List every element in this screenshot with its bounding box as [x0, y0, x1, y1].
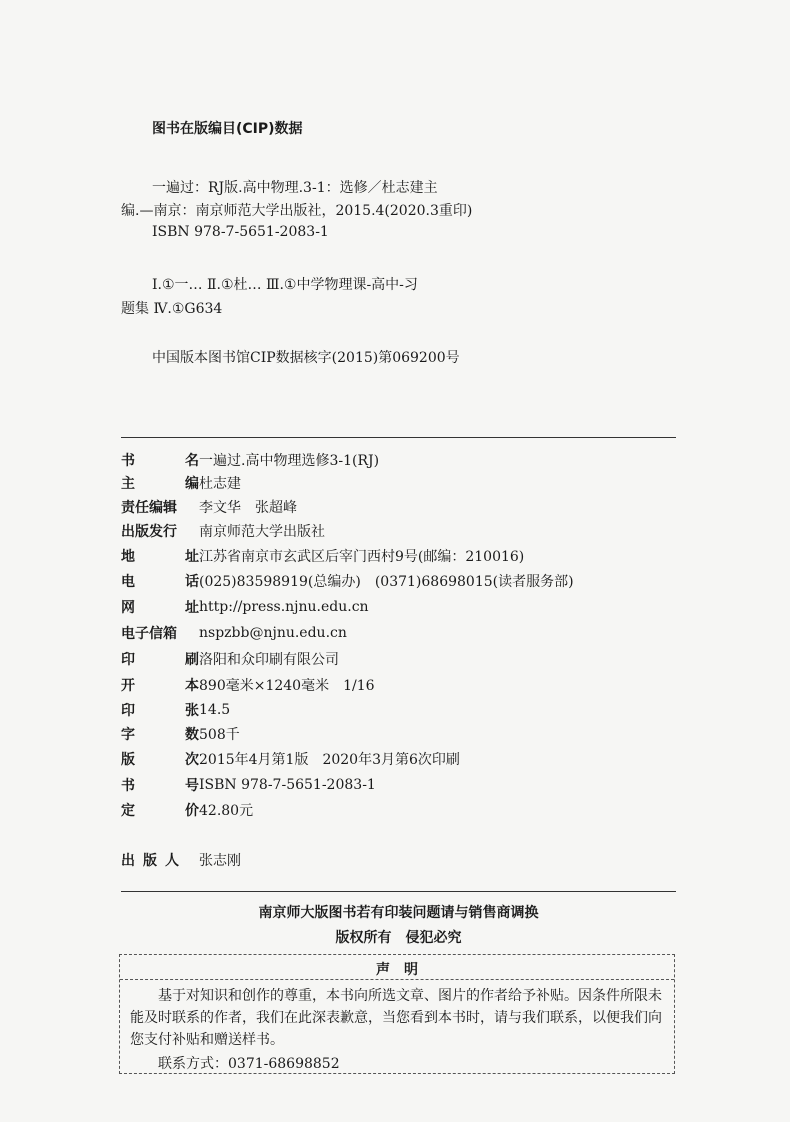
declaration-text: 基于对知识和创作的尊重，本书向所选文章、图片的作者给予补贴。因条件所限未能及时联系的作者，我们在此深表歉意，当您看到本书时，请与我们联系，以便我们向您支付补贴和赠送样书。	[130, 988, 662, 1048]
info-value: 一遍过.高中物理选修3-1(RJ)	[199, 453, 380, 469]
info-row-format	[121, 674, 375, 696]
info-label: 版 次	[121, 752, 199, 768]
info-label: 地 址	[121, 549, 199, 565]
info-label: 印 刷	[121, 652, 199, 668]
info-value: 42.80元	[199, 803, 254, 819]
info-value: 14.5	[199, 702, 231, 718]
info-label: 印 张	[121, 703, 199, 719]
info-label: 定 价	[121, 803, 199, 819]
info-value: ISBN 978-7-5651-2083-1	[199, 777, 376, 793]
cip-line-5: 题集 Ⅳ.①G634	[121, 301, 223, 317]
info-label: 责任编辑	[121, 500, 177, 516]
info-value: 2015年4月第1版 2020年3月第6次印刷	[199, 752, 460, 768]
info-row-sheets	[121, 699, 230, 721]
info-label: 出版发行	[121, 524, 177, 540]
info-label: 网 址	[121, 600, 199, 616]
info-label: 主 编	[121, 476, 199, 492]
info-row-word-count	[121, 723, 240, 745]
info-value: nspzbb@njnu.edu.cn	[199, 625, 347, 641]
info-row-email	[121, 622, 347, 644]
info-label: 电 话	[121, 574, 199, 590]
info-value: 508千	[199, 727, 240, 743]
info-label: 电子信箱	[121, 626, 177, 642]
declaration-title: 声 明	[376, 962, 418, 978]
cip-line-1: 一遍过：RJ版.高中物理.3-1：选修／杜志建主	[152, 180, 438, 196]
cip-line-4: Ⅰ.①一… Ⅱ.①杜… Ⅲ.①中学物理课-高中-习	[152, 277, 418, 293]
info-value: 杜志建	[199, 476, 241, 492]
info-row-editor	[121, 472, 241, 494]
info-row-publisher	[121, 520, 325, 542]
cip-line-2: 编.—南京：南京师范大学出版社，2015.4(2020.3重印)	[121, 203, 473, 219]
info-row-website	[121, 596, 369, 618]
info-label: 书 号	[121, 778, 199, 794]
info-label: 书 名	[121, 453, 199, 469]
info-value: 南京师范大学出版社	[199, 524, 325, 540]
info-row-title	[121, 449, 379, 471]
info-label: 字 数	[121, 727, 199, 743]
info-value: 李文华 张超峰	[199, 500, 297, 516]
info-row-publisher-person	[121, 849, 241, 871]
info-row-responsible-editor	[121, 496, 297, 518]
declaration-box	[119, 954, 675, 1074]
info-row-phone	[121, 570, 574, 592]
info-value: 890毫米×1240毫米 1/16	[199, 678, 375, 694]
info-row-isbn	[121, 774, 376, 796]
info-row-address	[121, 545, 524, 567]
divider-bottom	[121, 891, 676, 892]
print-quality-notice: 南京师大版图书若有印装问题请与销售商调换	[258, 905, 539, 921]
info-value: 江苏省南京市玄武区后宰门西村9号(邮编：210016)	[199, 549, 525, 565]
info-row-edition	[121, 748, 460, 770]
declaration-contact: 联系方式：0371-68698852	[158, 1056, 340, 1072]
info-value: 张志刚	[199, 853, 241, 869]
info-label: 开 本	[121, 678, 199, 694]
info-label: 出 版 人	[121, 853, 179, 869]
copyright-notice: 版权所有 侵犯必究	[335, 930, 462, 946]
cip-line-3: ISBN 978-7-5651-2083-1	[152, 224, 329, 240]
cip-title: 图书在版编目(CIP)数据	[152, 121, 303, 137]
divider-top	[121, 437, 676, 438]
info-value: 洛阳和众印刷有限公司	[199, 652, 339, 668]
info-value: (025)83598919(总编办) (0371)68698015(读者服务部)	[199, 574, 574, 590]
cip-line-6: 中国版本图书馆CIP数据核字(2015)第069200号	[152, 350, 460, 366]
info-value: http://press.njnu.edu.cn	[199, 599, 369, 615]
declaration-rule	[120, 979, 674, 980]
info-row-price	[121, 799, 253, 821]
info-row-printer	[121, 648, 339, 670]
